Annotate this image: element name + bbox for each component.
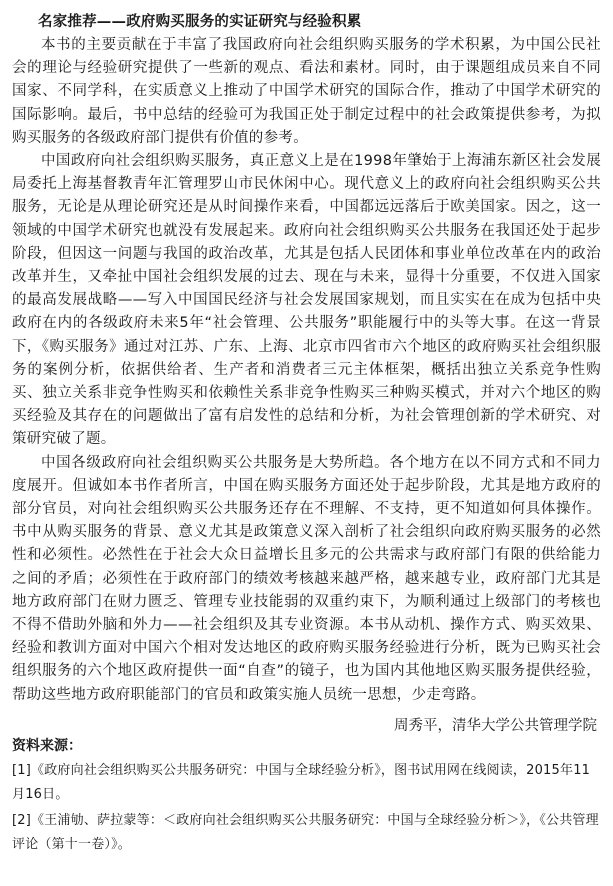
paragraph-3: 中国各级政府向社会组织购买公共服务是大势所趋。各个地方在以不同方式和不同力度展开。但诚如本书作者所言，中国在购买服务方面还处于起步阶段，尤其是地方政府的部分官员，对向社会组织购买公共服务还存在不理解、不支持，更不知道如何具体操作。书中从购买服务的背景、意义尤其是政策意义深入剖析了社会组织向政府购买服务的必然性和必须性。必然性在于社会大众日益增长且多元的公共需求与政府部门有限的供给能力之间的矛盾；必须性在于政府部门的绩效考核越来越严格，越来越专业，政府部门尤其是地方政府部门在财力匮乏、管理专业技能弱的双重约束下，为顺利通过上级部门的考核也不得不借助外脑和外力——社会组织及其专业资源。本书从动机、操作方式、购买效果、经验和教训方面对中国六个相对发达地区的政府购买服务经验进行分析，既为已购买社会组织服务的六个地区政府提供一面“自查”的镜子，也为国内其他地区购买服务提供经验，帮助这些地方政府职能部门的官员和政策实施人员统一思想，少走弯路。 — [12, 454, 601, 703]
author-signature: 周秀平，清华大学公共管理学院 — [394, 717, 597, 734]
paragraph-2: 中国政府向社会组织购买服务，真正意义上是在1998年肇始于上海浦东新区社会发展局委托上海基督教青年汇管理罗山市民休闲中心。现代意义上的政府向社会组织购买公共服务，无论是从理论研究还是从时间操作来看，中国都远远落后于欧美国家。因之，这一领域的中国学术研究也就没有发展起来。政府向社会组织购买公共服务在我国还处于起步阶段，但因这一问题与我国的政治改革，尤其是包括人民团体和事业单位改革在内的政治改革并生，又牵扯中国社会组织发展的过去、现在与未来，显得十分重要，不仅进入国家的最高发展战略——写入中国国民经济与社会发展国家规划，而且实实在在成为包括中央政府在内的各级政府未来5年“社会管理、公共服务”职能履行中的头等大事。在这一背景下，《购买服务》通过对江苏、广东、上海、北京市四省市六个地区的政府购买社会组织服务的案例分析，依据供给者、生产者和消费者三元主体框架，概括出独立关系竞争性购买、独立关系非竞争性购买和依赖性关系非竞争性购买三种购买模式，并对六个地区的购买经验及其存在的问题做出了富有启发性的总结和分析，为社会管理创新的学术研究、对策研究破了题。 — [12, 153, 601, 448]
reference-item-2: [2]《王浦劬、萨拉蒙等：＜政府向社会组织购买公共服务研究：中国与全球经验分析＞》，《公共管理评论（第十一卷）》。 — [12, 812, 599, 852]
article-title: 名家推荐——政府购买服务的实证研究与经验积累 — [38, 14, 362, 30]
paragraph-1: 本书的主要贡献在于丰富了我国政府向社会组织购买服务的学术积累，为中国公民社会的理论与经验研究提供了一些新的观点、看法和素材。同时，由于课题组成员来自不同国家、不同学科，在实质意义上推动了中国学术研究的国际合作，推动了中国学术研究的国际影响。最后，书中总结的经验可为我国正处于制定过程中的社会政策提供参考，为拟购买服务的各级政府部门提供有价值的参考。 — [12, 37, 601, 146]
reference-item-1: [1]《政府向社会组织购买公共服务研究：中国与全球经验分析》，图书试用网在线阅读，2015年11月16日。 — [12, 762, 591, 802]
sources-heading: 资料来源： — [12, 737, 82, 754]
